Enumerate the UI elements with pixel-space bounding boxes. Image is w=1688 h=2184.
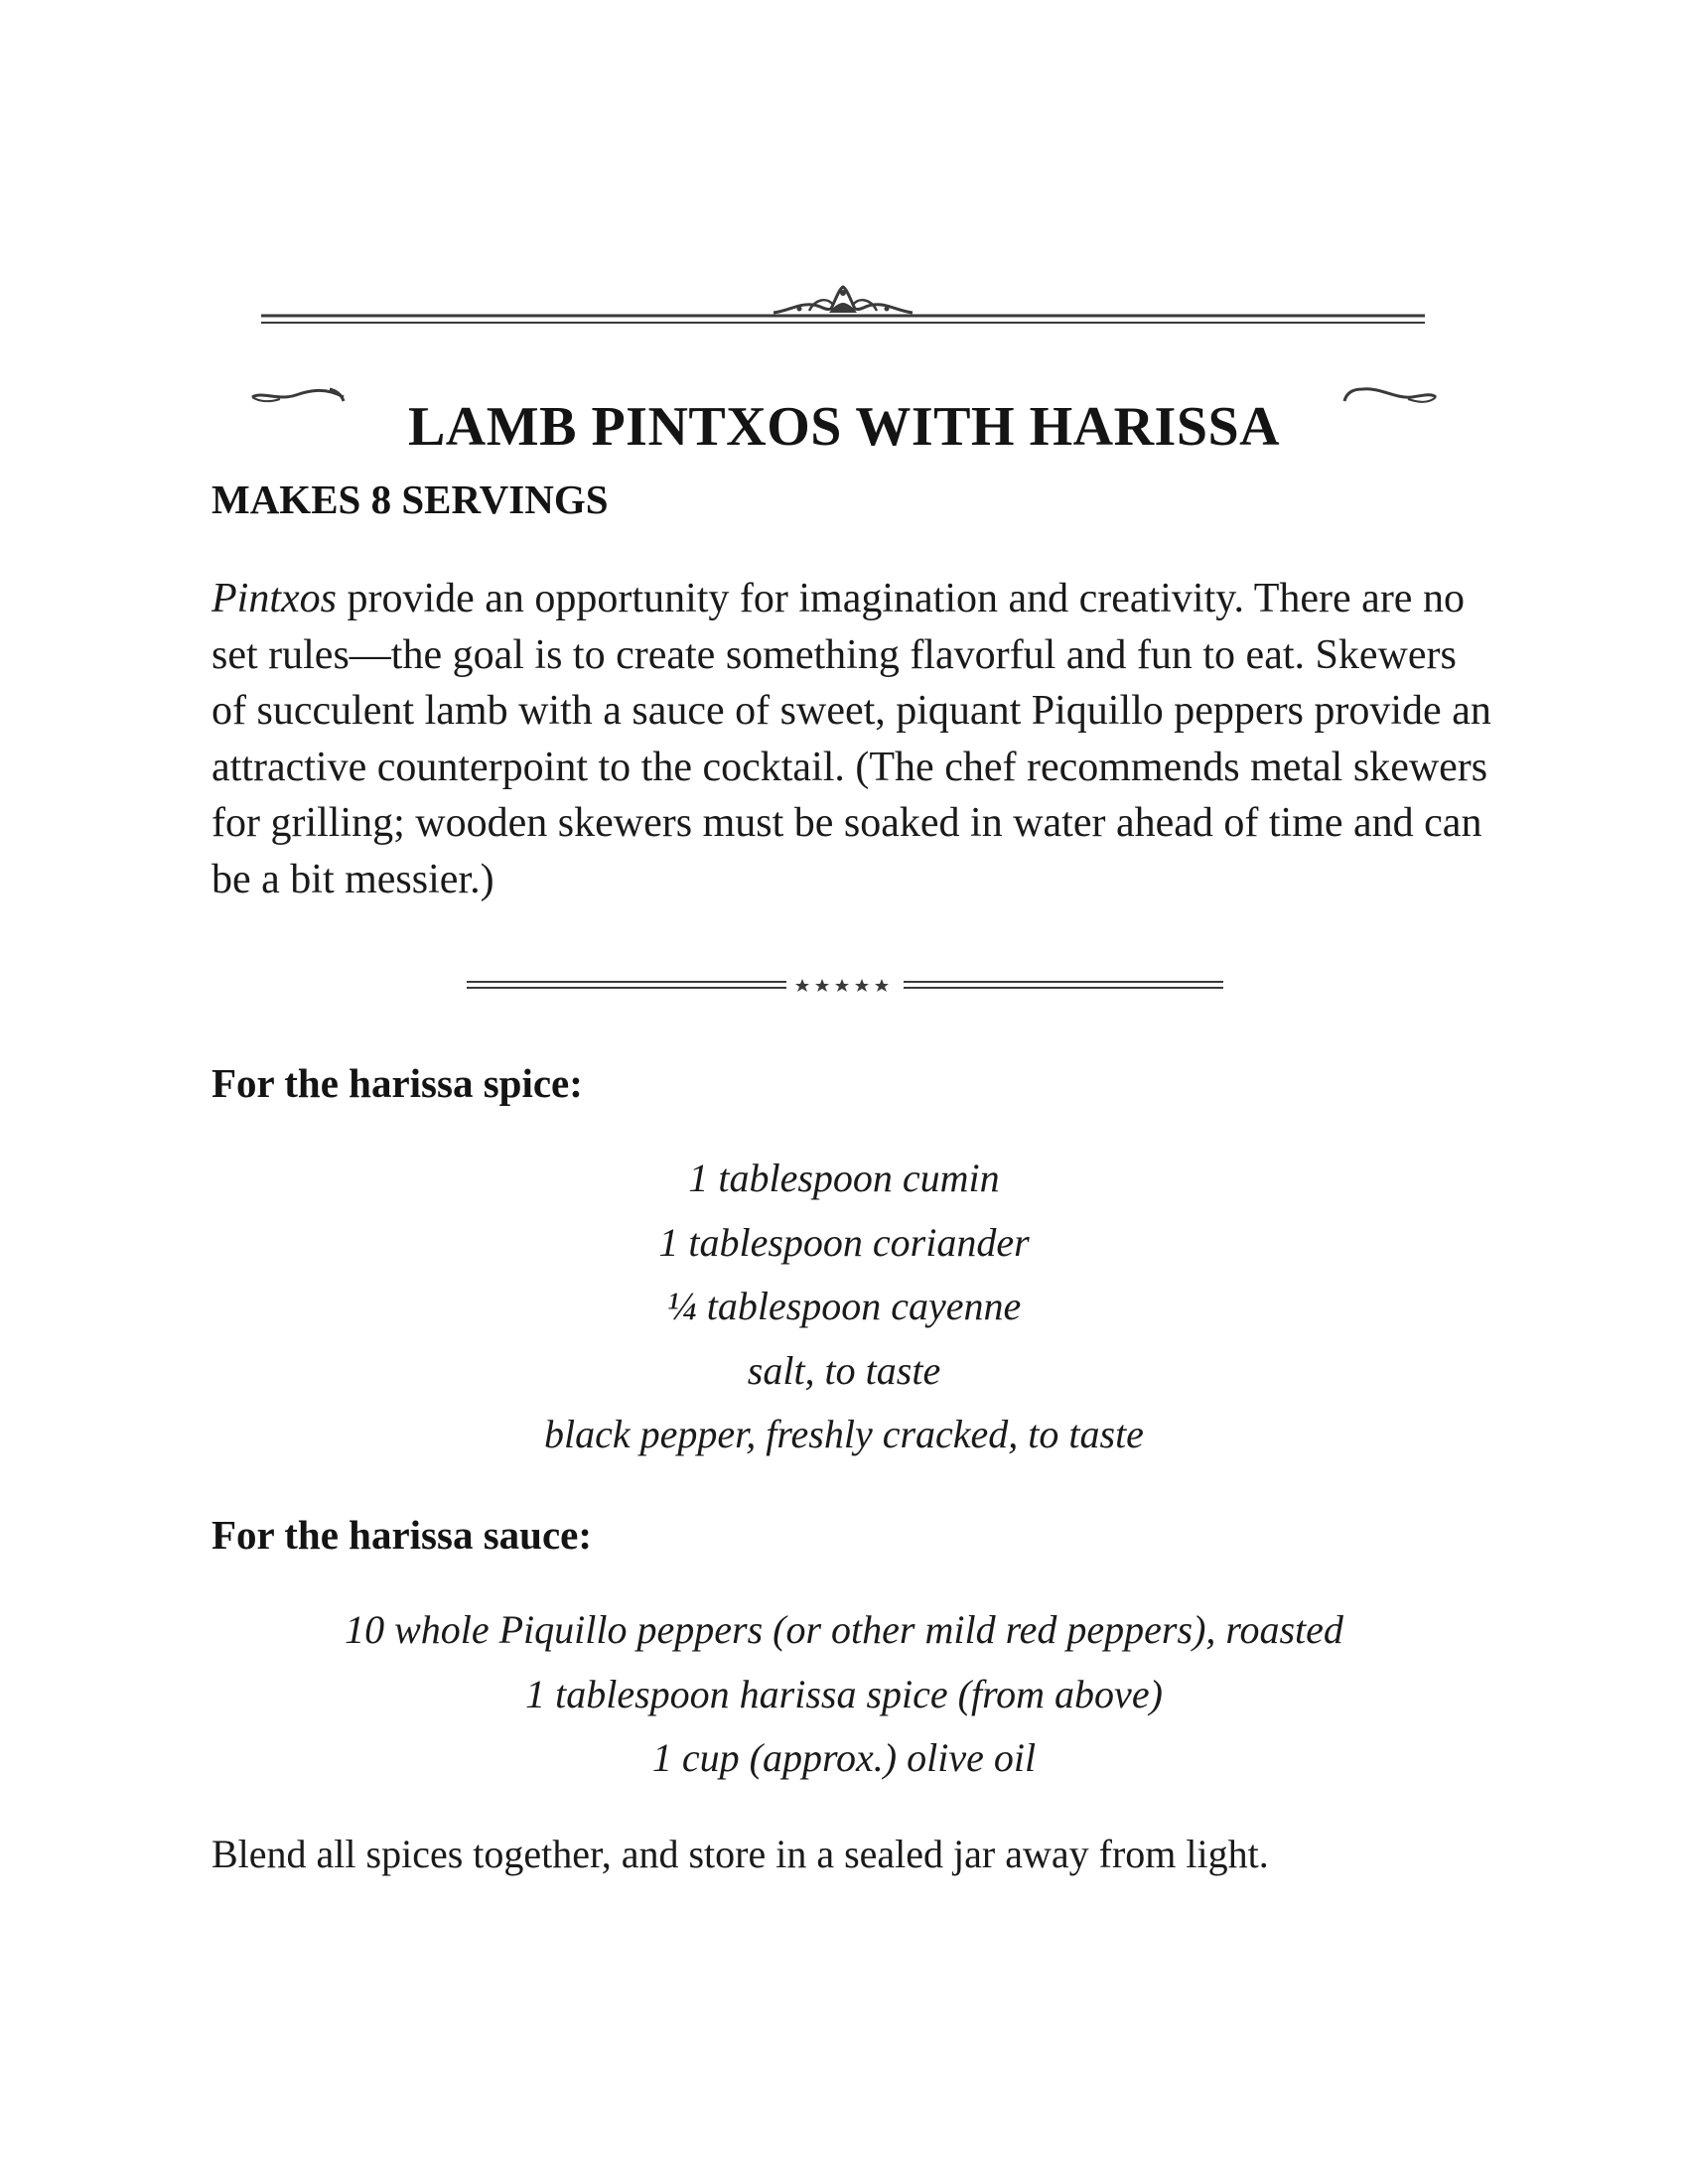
intro-paragraph [211, 571, 1492, 907]
sauce-ingredient-list [211, 1598, 1477, 1791]
list-item: 1 tablespoon cumin [688, 1156, 1000, 1200]
scroll-flourish-icon [770, 281, 916, 317]
five-star-divider-icon [467, 975, 1223, 995]
list-item: 1 tablespoon coriander [658, 1219, 1030, 1265]
list-item: 1 tablespoon harissa spice (from above) [525, 1671, 1163, 1716]
list-item: ¼ tablespoon cayenne [666, 1284, 1022, 1328]
recipe-title: LAMB PINTXOS WITH HARISSA [407, 395, 1281, 458]
list-item: 1 cup (approx.) olive oil [651, 1735, 1037, 1780]
swash-right-icon [1340, 379, 1440, 407]
closing-instruction: Blend all spices together, and store in a sealed jar away from light. [211, 1832, 1269, 1876]
list-item: black pepper, freshly cracked, to taste [544, 1412, 1144, 1456]
title-row [248, 349, 1440, 458]
list-item: salt, to taste [747, 1347, 941, 1393]
sauce-section-heading: For the harissa sauce: [211, 1512, 593, 1558]
list-item: 10 whole Piquillo peppers (or other mild red peppers), roasted [345, 1607, 1343, 1652]
spice-section-heading: For the harissa spice: [211, 1060, 583, 1106]
spice-ingredient-list [211, 1147, 1477, 1467]
intro-text: provide an opportunity for imagination and creativity. There are no set rules—the goal is to create something flavorful and fun to eat. Skewers of succulent lamb with a sauce of sweet, piquant Piquillo peppers provide an attractive counterpoint to the cocktail. (The chef recommends metal skewers for grilling; wooden skewers must be soaked in water ahead of time and can be a bit messier.) [211, 576, 1491, 902]
intro-italic-word: Pintxos [211, 576, 337, 621]
servings-label: MAKES 8 SERVINGS [211, 477, 609, 522]
